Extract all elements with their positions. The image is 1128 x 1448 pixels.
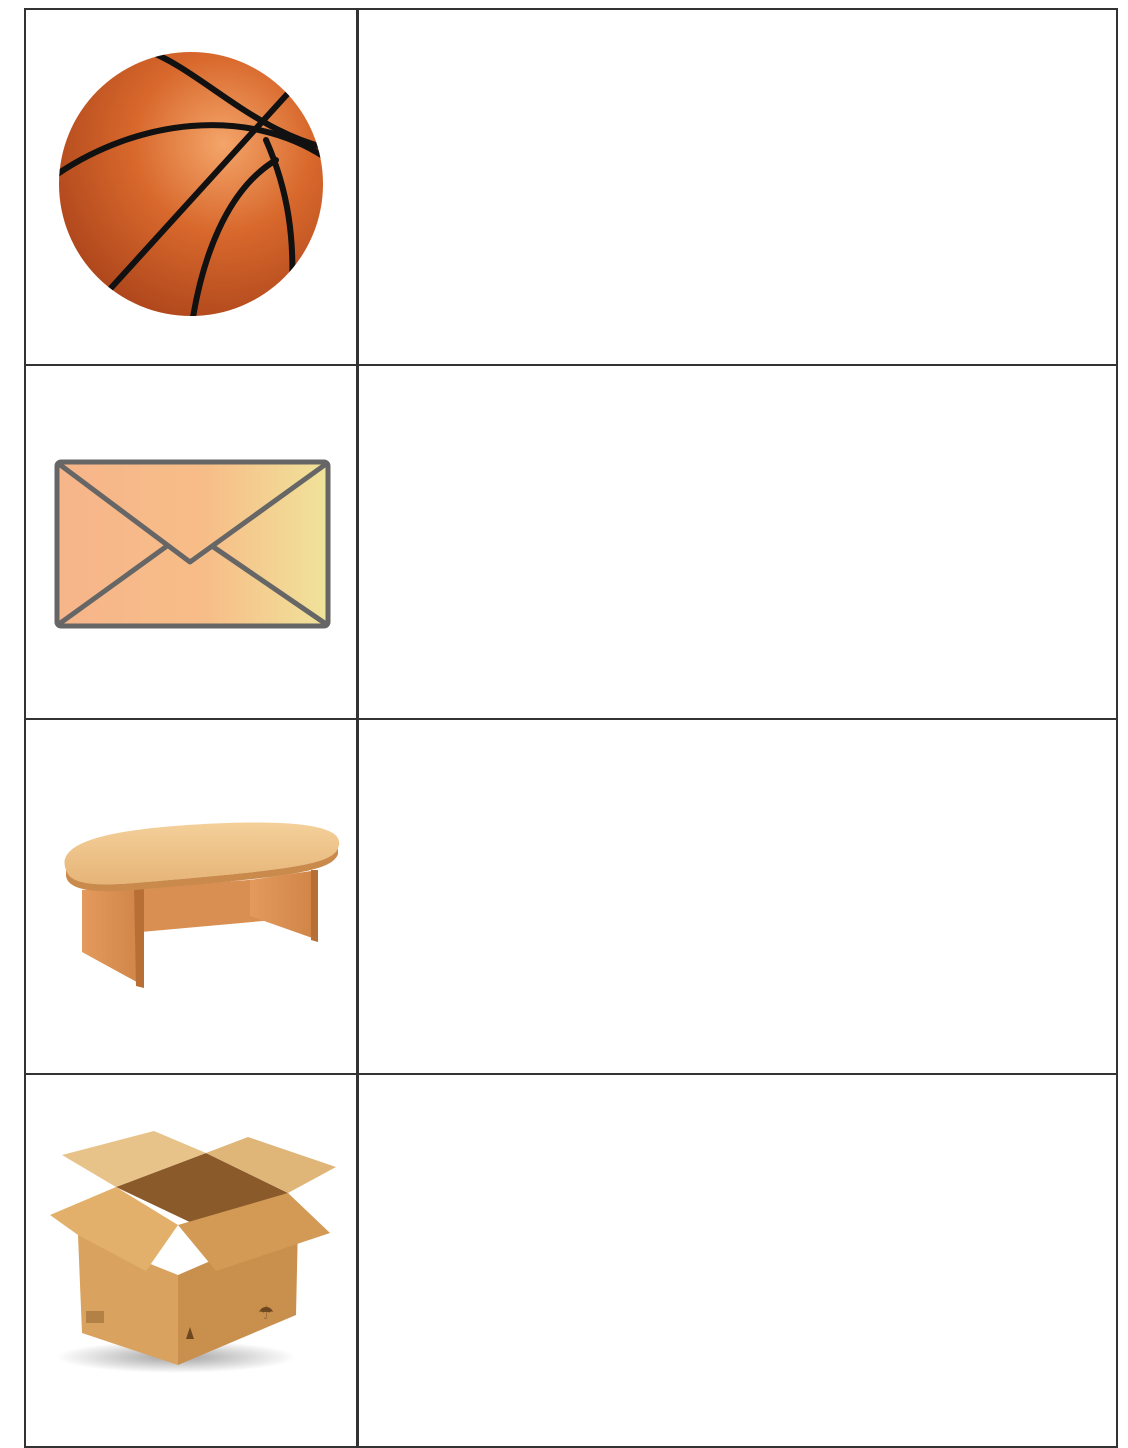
cardboard-box-icon: [26, 1075, 356, 1427]
picture-cell: [26, 10, 356, 365]
worksheet-row-box: [26, 1073, 1116, 1428]
answer-cell[interactable]: [359, 366, 1116, 719]
basketball-icon: [26, 10, 356, 362]
picture-worksheet-table: [24, 8, 1118, 1448]
answer-cell[interactable]: [359, 1075, 1116, 1428]
picture-cell: [26, 1075, 356, 1428]
worksheet-row-envelope: [26, 364, 1116, 719]
picture-cell: [26, 720, 356, 1073]
worksheet-row-table: [26, 718, 1116, 1073]
picture-cell: [26, 366, 356, 719]
svg-text:☂: ☂: [258, 1303, 275, 1324]
envelope-icon: [26, 366, 356, 718]
answer-cell[interactable]: [359, 720, 1116, 1073]
table-icon: [26, 720, 356, 1072]
answer-cell[interactable]: [359, 10, 1116, 365]
worksheet-row-basketball: [26, 10, 1116, 365]
